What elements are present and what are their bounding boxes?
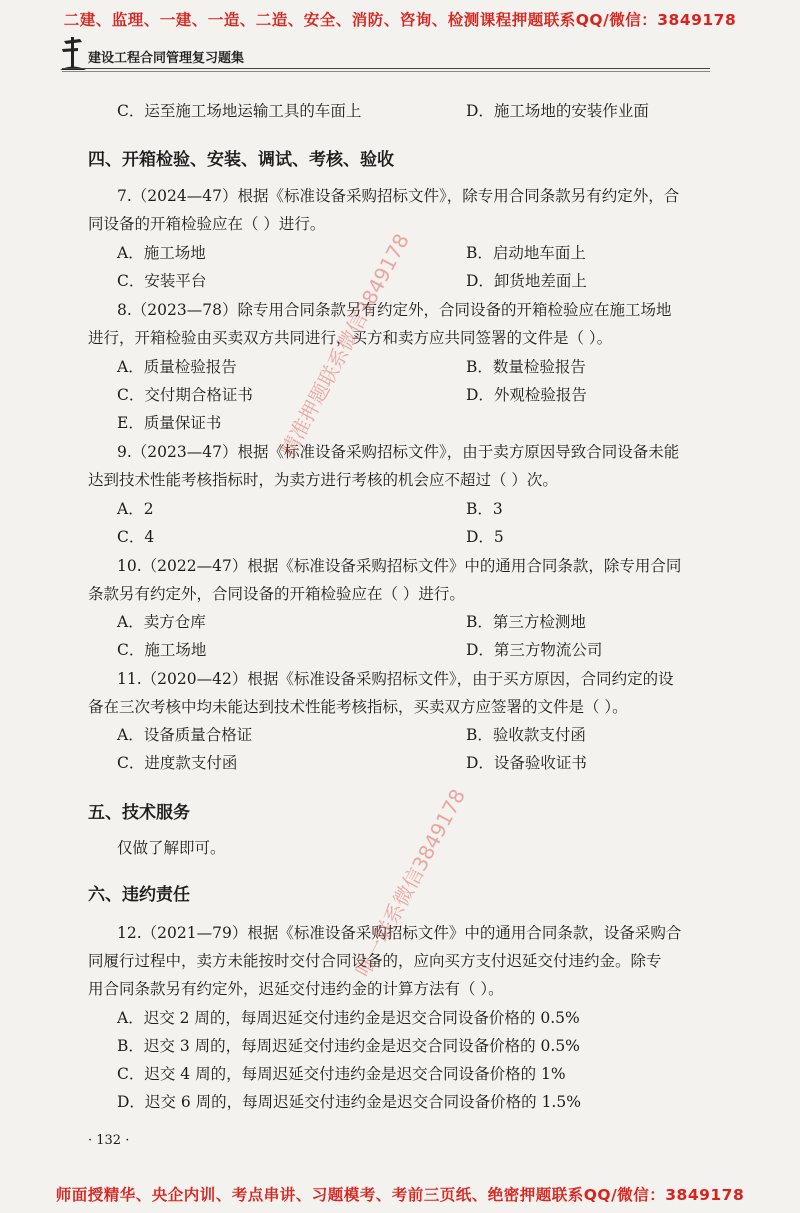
q12-line-1: 12.（2021—79）根据《标准设备采购招标文件》中的通用合同条款，设备采购合 [117, 924, 682, 942]
q9-option-a: A．2 [117, 500, 154, 518]
page-number: · 132 · [88, 1133, 130, 1148]
q10-option-d: D．第三方物流公司 [466, 641, 603, 659]
q7-line-2: 同设备的开箱检验应在（ ）进行。 [88, 215, 326, 233]
section-heading-6: 六、违约责任 [88, 885, 190, 905]
q7-option-c: C．安装平台 [117, 272, 207, 290]
q12-option-a: A．迟交 2 周的，每周迟延交付违约金是迟交合同设备价格的 0.5% [117, 1009, 580, 1027]
q10-line-2: 条款另有约定外，合同设备的开箱检验应在（ ）进行。 [88, 585, 465, 603]
promo-banner-top: 二建、监理、一建、一造、二造、安全、消防、咨询、检测课程押题联系QQ/微信：3849178 [63, 11, 737, 29]
q9-option-d: D．5 [466, 528, 504, 546]
section-heading-5: 五、技术服务 [88, 803, 190, 823]
q8-line-2: 进行，开箱检验由买卖双方共同进行，买方和卖方应共同签署的文件是（ ）。 [88, 329, 613, 347]
q7-line-1: 7.（2024—47）根据《标准设备采购招标文件》，除专用合同条款另有约定外，合 [117, 187, 680, 205]
prev-option-d: D．施工场地的安装作业面 [466, 102, 649, 120]
q11-line-2: 备在三次考核中均未能达到技术性能考核指标，买卖双方应签署的文件是（ ）。 [88, 698, 628, 716]
q7-option-a: A．施工场地 [117, 244, 206, 262]
prev-option-c: C．运至施工场地运输工具的车面上 [117, 102, 362, 120]
q12-option-b: B．迟交 3 周的，每周迟延交付违约金是迟交合同设备价格的 0.5% [117, 1037, 580, 1055]
q12-option-d: D．迟交 6 周的，每周迟延交付违约金是迟交合同设备价格的 1.5% [117, 1093, 581, 1111]
header-divider [62, 68, 710, 69]
header-divider-thin [62, 71, 710, 72]
q12-line-2: 同履行过程中，卖方未能按时交付合同设备的，应向买方支付迟延交付违约金。除专 [88, 952, 662, 970]
q10-option-b: B．第三方检测地 [466, 613, 586, 631]
book-title: 建设工程合同管理复习题集 [88, 51, 245, 66]
q9-option-b: B．3 [466, 500, 503, 518]
section-5-text: 仅做了解即可。 [117, 839, 226, 857]
section-heading-4: 四、开箱检验、安装、调试、考核、验收 [88, 150, 394, 170]
q11-line-1: 11.（2020—42）根据《标准设备采购招标文件》，由于买方原因，合同约定的设 [117, 670, 674, 688]
q11-option-a: A．设备质量合格证 [117, 726, 253, 744]
q7-option-b: B．启动地车面上 [466, 244, 586, 262]
promo-banner-bottom: 师面授精华、央企内训、考点串讲、习题模考、考前三页纸、绝密押题联系QQ/微信：3849178 [55, 1186, 745, 1204]
q7-option-d: D．卸货地差面上 [466, 272, 587, 290]
q8-option-d: D．外观检验报告 [466, 386, 587, 404]
q8-option-e: E．质量保证书 [117, 414, 222, 432]
q11-option-d: D．设备验收证书 [466, 754, 587, 772]
q9-line-1: 9.（2023—47）根据《标准设备采购招标文件》，由于卖方原因导致合同设备未能 [117, 443, 680, 461]
signpost-logo-icon [60, 33, 86, 71]
q12-option-c: C．迟交 4 周的，每周迟延交付违约金是迟交合同设备价格的 1% [117, 1065, 566, 1083]
q11-option-b: B．验收款支付函 [466, 726, 586, 744]
q10-option-c: C．施工场地 [117, 641, 207, 659]
q8-line-1: 8.（2023—78）除专用合同条款另有约定外，合同设备的开箱检验应在施工场地 [117, 301, 672, 319]
q8-option-c: C．交付期合格证书 [117, 386, 253, 404]
watermark-1: 精准押题联系微信3849178 [275, 229, 414, 461]
q11-option-c: C．进度款支付函 [117, 754, 238, 772]
q8-option-a: A．质量检验报告 [117, 358, 237, 376]
q9-line-2: 达到技术性能考核指标时，为卖方进行考核的机会应不超过（ ）次。 [88, 471, 558, 489]
q12-line-3: 用合同条款另有约定外，迟延交付违约金的计算方法有（ ）。 [88, 980, 504, 998]
q9-option-c: C．4 [117, 528, 155, 546]
q10-line-1: 10.（2022—47）根据《标准设备采购招标文件》中的通用合同条款，除专用合同 [117, 557, 682, 575]
q10-option-a: A．卖方仓库 [117, 613, 206, 631]
watermark-2: 唯一联系微信3849178 [350, 784, 471, 981]
q8-option-b: B．数量检验报告 [466, 358, 586, 376]
